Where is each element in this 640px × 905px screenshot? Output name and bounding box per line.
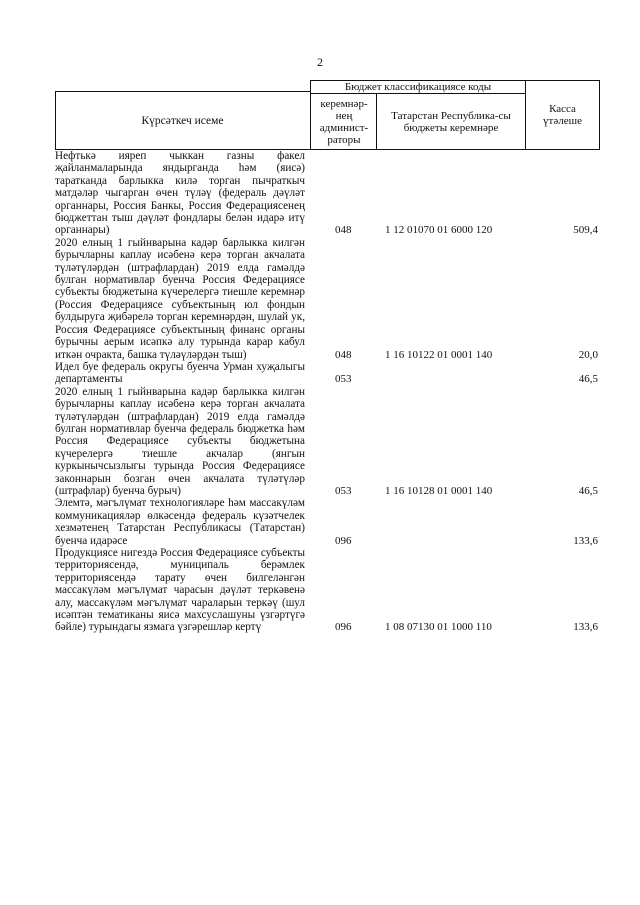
table-body bbox=[55, 150, 600, 634]
row-revenue-code: 1 16 10128 01 0001 140 bbox=[385, 484, 493, 497]
row-admin-code: 096 bbox=[335, 534, 352, 547]
row-revenue-code: 1 16 10122 01 0001 140 bbox=[385, 348, 493, 361]
row-amount: 46,5 bbox=[578, 373, 598, 386]
row-description: 2020 елның 1 гыйнварына кадәр барлыкка килгән бурычларны каплау исәбенә керә торган акчалата түләтүләрдән (штрафлардан) 2019 елда гамәлдә булган нормативлар буенча Россия Федерациясе субъекты бюджетына күчерелергә тиешле керемнәр (Россия Федерациясе субъектының юл фондын булдыруга җибәрелә торган керемнәрдән, шулай ук, Россия Федерациясе субъектының финанс органы бурычны аерым исәпкә алу турында карар кабул иткән очракта, башка түләүләрдән тыш) bbox=[55, 236, 305, 361]
row-description: Элемтә, мәгълүмат технологияләре һәм массакүләм коммуникацияләр өлкәсендә федераль күзәтчелек хезмәтенең Татарстан Республикасы (Татарстан) буенча идарәсе bbox=[55, 497, 305, 547]
table-header bbox=[55, 80, 600, 150]
page-number: 2 bbox=[317, 55, 323, 69]
header-budget-classification: Бюджет классификациясе коды bbox=[344, 81, 492, 93]
header-cash-execution: Касса үтәлеше bbox=[543, 103, 582, 127]
row-amount: 133,6 bbox=[573, 621, 598, 634]
header-administrators: керемнәр-нең админист-раторы bbox=[319, 97, 369, 146]
table-row bbox=[55, 237, 600, 361]
row-admin-code: 053 bbox=[335, 484, 352, 497]
header-right-border bbox=[599, 80, 600, 150]
row-amount: 20,0 bbox=[578, 348, 598, 361]
row-revenue-code: 1 08 07130 01 1000 110 bbox=[385, 621, 492, 634]
row-amount: 509,4 bbox=[573, 224, 598, 237]
row-description: Нефтькә ияреп чыккан газны факел җайланмаларында яндырганда һәм (яисә) таратканда барлыкка килә торган пычраткыч матдәләр чыгарган өчен түләү (федераль дәүләт органнары, Россия Банкы, Россия Федерациясенең бюджеттан тыш дәүләт фондлары белән идарә итү органнары) bbox=[55, 150, 305, 237]
row-description: Продукциясе нигездә Россия Федерациясе субъекты территориясендә, муниципаль берәмлек территориясендә тарату өчен билгеләнгән массакүләм мәгълүмат чарасын дәүләт теркәвенә алу, массакүләм мәгълүмат чараларын теркәү (шул исәптән тематиканы яисә махсуслашуны үзгәртүгә бәйле) турындагы язмага үзгәрешләр кертү bbox=[55, 547, 305, 634]
row-admin-code: 048 bbox=[335, 348, 352, 361]
row-amount: 133,6 bbox=[573, 534, 598, 547]
table-row bbox=[55, 150, 600, 237]
row-admin-code: 053 bbox=[335, 373, 352, 386]
row-description: 2020 елның 1 гыйнварына кадәр барлыкка килгән бурычларны каплау исәбенә керә торган акчалата түләтүләрдән (штрафлардан) 2019 елда гамәлдә булган нормативлар буенча федераль бюджетка һәм Россия Федерациясе субъекты бюджетына күчерелергә тиешле акчалар (янгын куркынычсызлыгы турында Россия Федерациясе законнарын бозган өчен акчалата түләтүләр (штрафлар) буенча бурыч) bbox=[55, 385, 305, 497]
table-row bbox=[55, 547, 600, 634]
table-row bbox=[55, 361, 600, 386]
header-indicator-name: Күрсәткеч исеме bbox=[141, 114, 224, 127]
row-revenue-code: 1 12 01070 01 6000 120 bbox=[385, 224, 493, 237]
header-tatarstan-budget-revenue: Татарстан Республика-сы бюджеты керемнәре bbox=[391, 109, 511, 134]
table-row bbox=[55, 497, 600, 547]
row-admin-code: 096 bbox=[335, 621, 352, 634]
row-amount: 46,5 bbox=[578, 484, 598, 497]
table-row bbox=[55, 386, 600, 498]
row-admin-code: 048 bbox=[335, 224, 352, 237]
row-description: Идел буе федераль округы буенча Урман хуҗалыгы департаменты bbox=[55, 360, 305, 386]
